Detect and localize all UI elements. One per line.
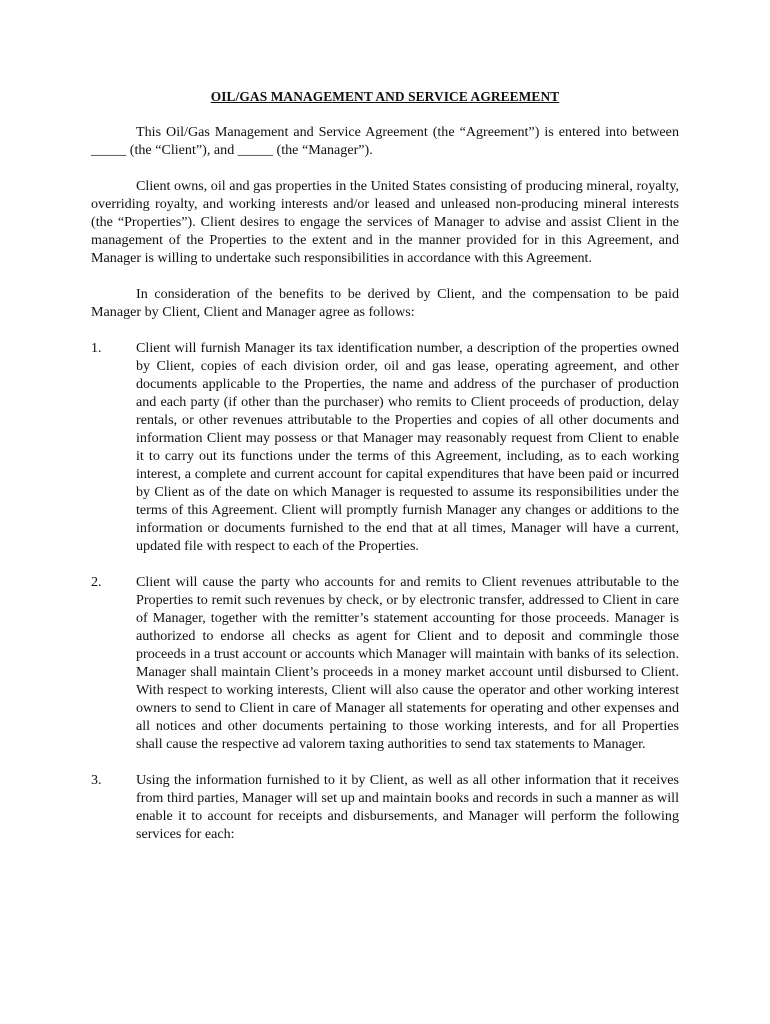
item-text: Client will cause the party who accounts for and remits to Client revenues attributable to the Properties to remit such revenues by check, or by electronic transfer, addressed to Client in care of Manager, together with the remitter’s statement accounting for those proceeds. Manager is authorized to endorse all checks as agent for Client and to deposit and commingle those proceeds in a trust account or accounts which Manager will maintain with banks of its selection. Manager shall maintain Client’s proceeds in a money market account until disbursed to Client. With respect to working interests, Client will also cause the operator and other working interest owners to send to Client in care of Manager all statements for operating and other expenses and all notices and other documents pertaining to those working interests, and for all Properties shall cause the respective ad valorem taxing authorities to send tax statements to Manager. <box>136 574 679 752</box>
recitals-paragraph: Client owns, oil and gas properties in the United States consisting of producing mineral, royalty, overriding royalty, and working interests and/or leased and unleased non-producing mineral interests (the “Properties”). Client desires to engage the services of Manager to advise and assist Client in the management of the Properties to the extent and in the manner provided for in this Agreement, and Manager is willing to undertake such responsibilities in accordance with this Agreement. <box>91 178 679 266</box>
item-text: Client will furnish Manager its tax identification number, a description of the properties owned by Client, copies of each division order, oil and gas lease, operating agreement, and other documents applicable to the Properties, the name and address of the purchaser of production and each party (if other than the purchaser) who remits to Client proceeds of production, delay rentals, or other revenues attributable to the Properties and copies of all other documents and information Client may possess or that Manager may reasonably request from Client to enable it to carry out its functions under the terms of this Agreement, including, as to each working interest, a complete and current account for capital expenditures that have been paid or incurred by Client as of the date on which Manager is requested to assume its responsibilities under the terms of this Agreement. Client will promptly furnish Manager any changes or additions to the information or documents furnished to the end that at all times, Manager will have a current, updated file with respect to each of the Properties. <box>136 340 679 554</box>
item-text: Using the information furnished to it by Client, as well as all other information that it receives from third parties, Manager will set up and maintain books and records in such a manner as will enable it to account for receipts and disbursements, and Manager will perform the following services for each: <box>136 772 679 842</box>
numbered-item-3 <box>91 771 679 843</box>
intro-paragraph: This Oil/Gas Management and Service Agreement (the “Agreement”) is entered into between _____ (the “Client”), and _____ (the “Manager”). <box>91 124 679 158</box>
document-page <box>91 88 679 861</box>
item-number: 2. <box>91 574 102 590</box>
numbered-item-2 <box>91 573 679 753</box>
item-number: 3. <box>91 772 102 788</box>
item-number: 1. <box>91 340 102 356</box>
consideration-paragraph: In consideration of the benefits to be derived by Client, and the compensation to be paid Manager by Client, Client and Manager agree as follows: <box>91 286 679 320</box>
document-title: OIL/GAS MANAGEMENT AND SERVICE AGREEMENT <box>210 89 560 104</box>
numbered-item-1 <box>91 339 679 555</box>
